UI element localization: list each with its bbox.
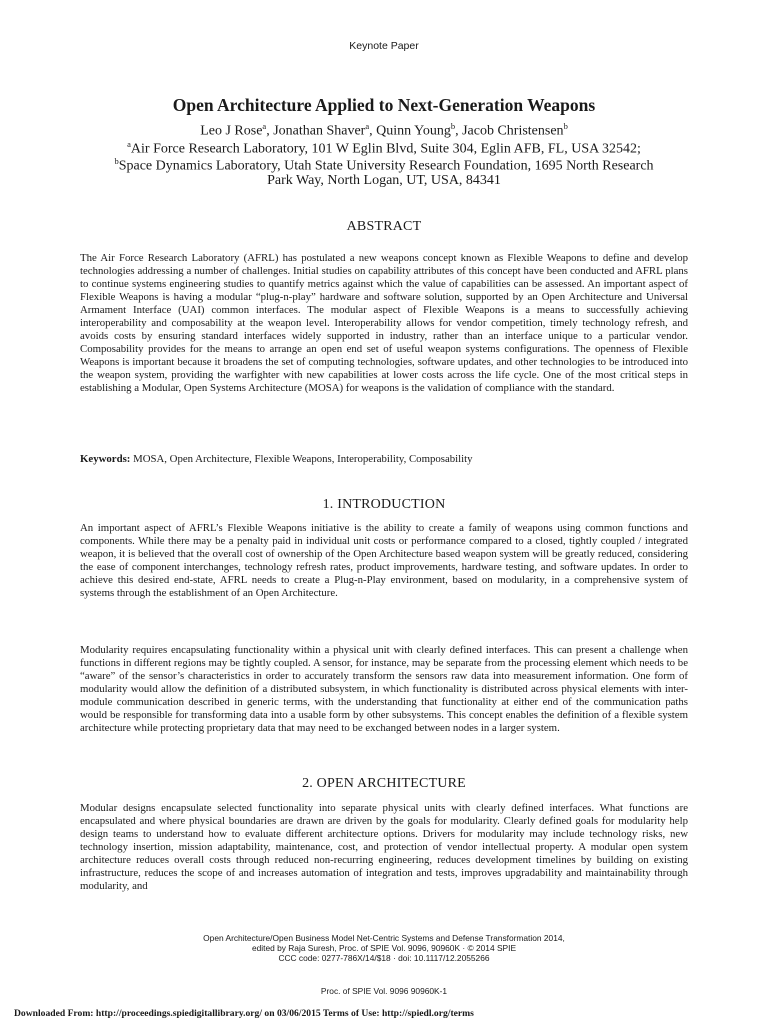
introduction-paragraph-1: An important aspect of AFRL’s Flexible Weapons initiative is the ability to create a family of weapons using common functions and components. While there may be a penalty paid in individual unit costs or performance compared to a closed, tightly coupled / integrated weapon, it is believed that the overall cost of ownership of the Open Architecture based weapon system will be greatly reduced, considering the ease of component interchanges, technology refresh rates, product improvements, hardware testing, and software updates. In order to achieve this desired end-state, AFRL needs to create a Plug-n-Play environment, based on modularity, in a comprehensive system of systems through the establishment of an Open Architecture. xyxy=(80,522,688,600)
keywords-label: Keywords: xyxy=(80,453,131,465)
introduction-paragraph-2: Modularity requires encapsulating functionality within a physical unit with clearly defined interfaces. This can present a challenge when functions in different regions may be tightly coupled. A sensor, for instance, may be separate from the processing element which needs to be “aware” of the sensor’s characteristics in order to accurately transform the sensors raw data into measurement information. One form of modularity would allow the definition of a distributed subsystem, in which functionality is distributed across physical elements with inter-module communication described in generic terms, with the understanding that functionality at either end of the communication paths would be responsible for transforming data into a usable form by other subsystems. This concept enables the definition of a flexible system architecture while protecting proprietary data that may need to be exchanged between nodes in a larger system. xyxy=(80,644,688,735)
author-affil-mark: a xyxy=(365,121,370,131)
abstract-text: The Air Force Research Laboratory (AFRL) has postulated a new weapons concept known as Flexible Weapons to define and develop technologies addressing a number of challenges. Initial studies on capability attributes of this concept have been conducted and AFRL plans to continue systems engineering studies to quantify metrics against which the value of capabilities can be assessed. An important aspect of Flexible Weapons is having a modular “plug-n-play” hardware and software solution, supported by an Open Architecture and Universal Armament Interface (UAI) common interfaces. The modular aspect of Flexible Weapons is a means to successfully achieving interoperability and composability at the weapon level. Interoperability allows for vendor competition, timely technology refresh, and avoids costs by ensuring standard interfaces widely supported in industry, rather than an interface unique to a particular vendor. Composability provides for the means to arrange an open end set of useful weapon systems configurations. The openness of Flexible Weapons is important because it broadens the set of computing technologies, software updates, and other technologies to be introduced into the weapon system, providing the warfighter with new capabilities at lower costs across the life cycle. One of the most critical steps in establishing a Modular, Open Systems Architecture (MOSA) for weapons is the validation of compliance with the standard. xyxy=(80,252,688,395)
keywords-line xyxy=(80,453,688,466)
open-architecture-paragraph-1: Modular designs encapsulate selected functionality into separate physical units with clearly defined interfaces. What functions are encapsulated and where physical boundaries are drawn are driven by the goals for modularity. Clearly defined goals for modularity help design teams to understand how to evaluate different architecture options. Drivers for modularity may include technology risks, new technology insertion, mission adaptability, maintenance, cost, and protection of vendor intellectual property. A modular open system architecture reduces overall costs through reduced non-recurring engineering, reduces development timelines by building on existing infrastructure, reduces the scope of and increases automation of integration and tests, improves upgradability and maintainability through modularity, and xyxy=(80,802,688,893)
introduction-heading: 1. INTRODUCTION xyxy=(322,497,446,512)
author-name: , Quinn Young xyxy=(369,123,451,139)
affiliation-text: Air Force Research Laboratory, 101 W Eglin Blvd, Suite 304, Eglin AFB, FL, USA 32542; xyxy=(130,141,641,157)
author-affil-mark: a xyxy=(262,121,267,131)
footer-page-number: Proc. of SPIE Vol. 9096 90960K-1 xyxy=(320,986,448,996)
author-name: Leo J Rose xyxy=(200,123,263,139)
abstract-heading: ABSTRACT xyxy=(346,219,422,234)
keynote-label: Keynote Paper xyxy=(349,40,419,52)
author-affil-mark: b xyxy=(563,121,568,131)
footer-proceedings-line: Open Architecture/Open Business Model Net-Centric Systems and Defense Transformation 2014, xyxy=(203,933,565,943)
author-name: , Jacob Christensen xyxy=(455,123,564,139)
open-architecture-heading: 2. OPEN ARCHITECTURE xyxy=(302,776,466,791)
author-affil-mark: b xyxy=(450,121,456,131)
affiliation-mark: a xyxy=(127,139,131,149)
paper-title: Open Architecture Applied to Next-Generation Weapons xyxy=(172,95,596,115)
author-name: , Jonathan Shaver xyxy=(266,123,366,139)
affiliation-mark: b xyxy=(114,156,119,166)
affiliation-b-continued: Park Way, North Logan, UT, USA, 84341 xyxy=(267,173,501,188)
footer-editor-line: edited by Raja Suresh, Proc. of SPIE Vol. 9096, 90960K · © 2014 SPIE xyxy=(251,943,517,953)
keywords-text: MOSA, Open Architecture, Flexible Weapons, Interoperability, Composability xyxy=(130,453,473,465)
footer-doi-line: CCC code: 0277-786X/14/$18 · doi: 10.1117/12.2055266 xyxy=(278,953,490,963)
download-notice: Downloaded From: http://proceedings.spiedigitallibrary.org/ on 03/06/2015 Terms of Use: http://spiedl.org/terms xyxy=(14,1008,474,1019)
affiliation-text: Space Dynamics Laboratory, Utah State University Research Foundation, 1695 North Research xyxy=(118,158,654,174)
